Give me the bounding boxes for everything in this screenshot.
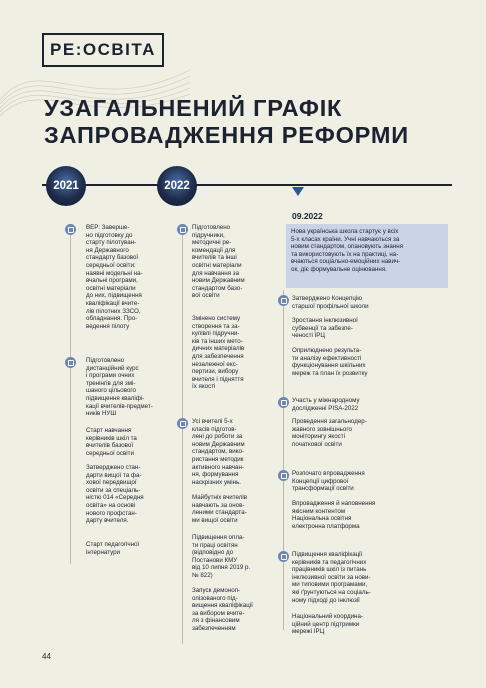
timeline-0922-vertical [283, 290, 284, 630]
item-2021-1: ВЕР: Заверше- но підготовку до старту пілотуван- ня Державного стандарту базової середньої освіти: наявні модельні на- вчальні програми, освітні матеріали до них, підвищення кваліфікації вчите- лів пілотних ЗЗСО, обладнання. Про- ведення пілоту [86, 224, 143, 330]
item-0922-5: Проведення загальнодер- жавного зовнішнього моніторингу якості початкової освіти [292, 418, 367, 448]
page-title [44, 95, 409, 149]
item-2021-2: Підготовлено дистанційний курс і програми очних тренінгів для змі- шаного цільового підвищення кваліфі- кації вчителів-предмет- ників НУШ [86, 357, 153, 418]
item-0922-1: Затверджено Концепцію старшої профільної школи [292, 295, 369, 310]
timeline-axis [42, 184, 452, 186]
item-2022-1: Підготовлено підручники, методичні ре- комендації для вчителів та інші освітні матеріали для навчання за новим Державним стандартом базо- вої освіти [192, 224, 245, 300]
item-2022-5: Підвищення опла- ти праці освітян (відповідно до Постанови КМУ від 10 липня 2019 р. № 822) [192, 534, 251, 579]
digital-icon [278, 470, 289, 481]
item-2021-5: Старт педагогічної інтернатури [86, 541, 140, 556]
item-0922-2: Зростання інклюзивної субвенції та забезпе- ченості ІРЦ [292, 317, 358, 340]
item-0922-7: Впровадження й наповнення якісним контентом Національна освітня електронна платформа [292, 500, 376, 530]
milestone-date: 09.2022 [292, 211, 323, 221]
page-number: 44 [42, 652, 51, 661]
item-0922-9: Національний координа- ційний центр підтримки мережі ІРЦ [292, 613, 363, 636]
title-line-1: УЗАГАЛЬНЕНИЙ ГРАФІК [44, 95, 343, 121]
item-2022-3: Усі вчителі 5-х класів підготов- лені до роботи за новим Державним стандартом, вико- ристання методик активного навчан- ня, формування наскрізних умінь. [192, 418, 245, 486]
item-2021-4: Затверджено стан- дарти вищої та фа- хової передвищої освіти за спеціаль- ністю 014 «Середня освіта» на основі нового профстан- дарту вчителя. [86, 464, 144, 525]
books-icon [177, 224, 188, 235]
highlight-box [286, 224, 448, 288]
inclusion-icon [278, 551, 289, 562]
item-0922-3: Оприлюднено результа- ти аналізу ефективності функціонування шкільних мереж та план їх розвитку [292, 347, 368, 377]
brand-logo: РЕ:ОСВІТА [42, 33, 164, 67]
document-icon [65, 224, 76, 235]
item-2022-4: Майбутніх вчителів навчають за онов- леними стандарта- ми вищої освіти [192, 494, 248, 524]
timeline-2022-vertical [182, 224, 183, 644]
title-line-2: ЗАПРОВАДЖЕННЯ РЕФОРМИ [44, 122, 409, 148]
school-icon [278, 295, 289, 306]
highlight-text: Нова українська школа стартує у всіх 5-х класах країни. Учні навчаються за новим стандартом, опановують знання та використовують їх на практиці, на- вчаються соціально-емоційних навич- ок, діє формувальне оцінювання. [291, 228, 404, 273]
timeline-2021-vertical [70, 224, 71, 564]
item-2022-2: Змінено систему створення та за- купівлі підручни- ків та інших мето- дичних матеріалів для забезпечення незалежної екс- пертизи, вибору вчителя і підняття їх якості [192, 315, 245, 391]
item-2022-6: Запуск демоноп- олізованого під- вищення кваліфікації за вибором вчите- ля з фінансовим забезпеченням [192, 587, 253, 632]
study-icon [278, 397, 289, 408]
item-2021-3: Старт навчання керівників шкіл та вчителів базової середньої освіти [86, 427, 137, 457]
year-badge-2021: 2021 [46, 166, 86, 206]
item-0922-8: Підвищення кваліфікації керівників та педагогічних працівників шкіл із питань інклюзивної освіти за нови- ми типовими програмами, які ґрунтуються на соціаль- ному підході до інклюзії [292, 551, 371, 604]
teacher-icon [177, 418, 188, 429]
year-badge-2022: 2022 [157, 166, 197, 206]
training-icon [65, 357, 76, 368]
item-0922-6: Розпочато впровадження Концепції цифрової трансформації освіти [292, 470, 365, 493]
item-0922-4: Участь у міжнародному дослідженні PISA-2022 [292, 397, 360, 412]
milestone-marker [292, 187, 304, 196]
